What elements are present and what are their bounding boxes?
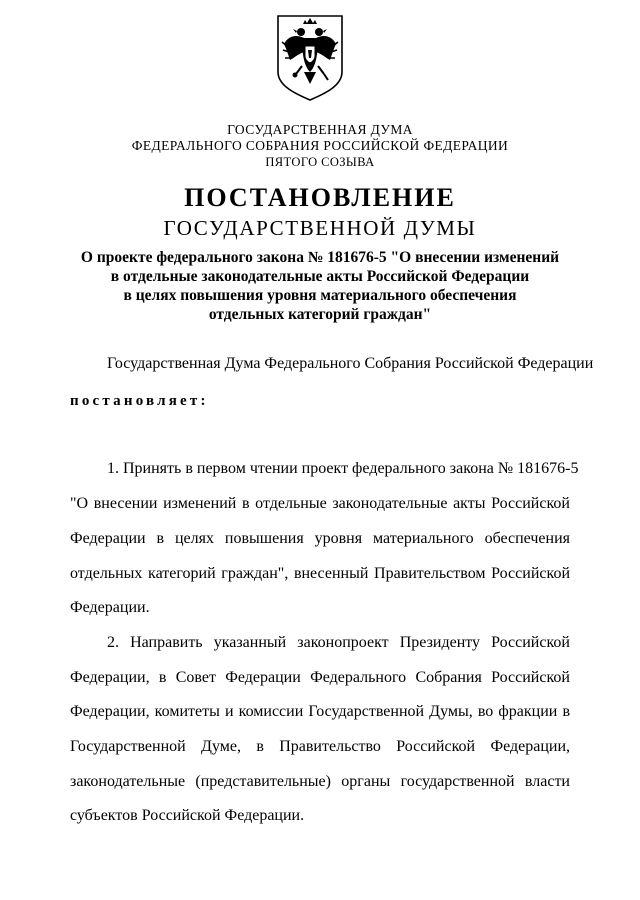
item1-line: "О внесении изменений в отдельные законодательные акты Российской <box>70 495 570 512</box>
preamble-text: Государственная Дума Федерального Собрания Российской Федерации <box>107 355 594 372</box>
subject-line: в отдельные законодательные акты Российской Федерации <box>110 268 530 285</box>
item1-line: 1. Принять в первом чтении проект федерального закона № 181676-5 <box>107 460 579 477</box>
header-line-convocation: ПЯТОГО СОЗЫВА <box>265 155 375 169</box>
header-line-federal-assembly: ФЕДЕРАЛЬНОГО СОБРАНИЯ РОССИЙСКОЙ ФЕДЕРАЦИИ <box>131 138 509 153</box>
subject-line: отдельных категорий граждан" <box>208 306 432 323</box>
item2-line: Федерации, комитеты и комиссии Государственной Думы, во фракции в <box>70 703 570 720</box>
item2-line: законодательные (представительные) органы государственной власти <box>70 773 570 790</box>
document-subtitle: ГОСУДАРСТВЕННОЙ ДУМЫ <box>163 216 477 240</box>
header-line-state-duma: ГОСУДАРСТВЕННАЯ ДУМА <box>227 122 413 137</box>
coat-of-arms-emblem <box>274 14 346 104</box>
subject-line: О проекте федерального закона № 181676-5 "О внесении изменений <box>80 249 560 266</box>
double-headed-eagle-icon <box>274 14 346 104</box>
subject-line: в целях повышения уровня материального обеспечения <box>123 287 517 304</box>
item2-line: Государственной Думе, в Правительство Российской Федерации, <box>70 738 570 755</box>
item1-line: отдельных категорий граждан", внесенный Правительством Российской <box>70 565 570 582</box>
item2-line: 2. Направить указанный законопроект Президенту Российской <box>107 634 570 651</box>
document-title: ПОСТАНОВЛЕНИЕ <box>184 183 456 212</box>
item1-line: Федерации в целях повышения уровня материального обеспечения <box>70 530 570 547</box>
document-subject <box>60 248 580 324</box>
item1-line: Федерации. <box>70 599 150 616</box>
item2-line: субъектов Российской Федерации. <box>70 807 305 824</box>
item2-line: Федерации, в Совет Федерации Федерального Собрания Российской <box>70 669 570 686</box>
resolves-word: постановляет: <box>70 393 209 409</box>
